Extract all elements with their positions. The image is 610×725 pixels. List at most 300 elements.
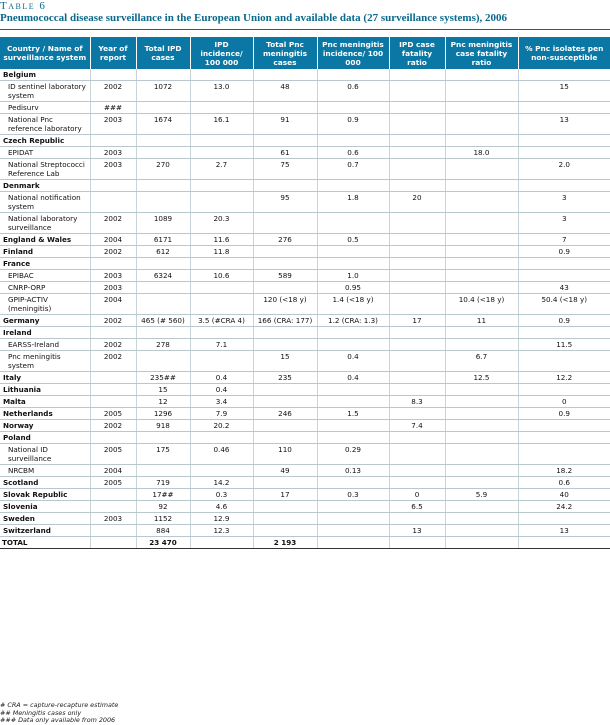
country-row: [0, 234, 610, 246]
column-header: Pnc meningitis incidence/ 100 000: [317, 37, 389, 69]
table-cell: 7.4: [389, 420, 445, 432]
table-cell: [90, 384, 136, 396]
table-cell: 23 470: [136, 537, 190, 549]
table-cell: 18.2: [518, 465, 610, 477]
table-cell: [253, 384, 317, 396]
table-cell: [389, 513, 445, 525]
header-row: [0, 37, 610, 69]
table-cell: [445, 258, 518, 270]
table-cell: [190, 69, 253, 81]
table-cell: [445, 135, 518, 147]
table-cell: [317, 525, 389, 537]
table-cell: 2004: [90, 234, 136, 246]
table-cell: [445, 270, 518, 282]
table-cell: 0.9: [518, 246, 610, 258]
table-cell: [445, 234, 518, 246]
country-row: [0, 420, 610, 432]
table-cell: 175: [136, 444, 190, 465]
table-cell: 0.13: [317, 465, 389, 477]
table-cell: 278: [136, 339, 190, 351]
table-cell: [136, 465, 190, 477]
table-cell: 3.5 (#CRA 4): [190, 315, 253, 327]
table-cell: [317, 102, 389, 114]
table-cell: 0.3: [190, 489, 253, 501]
row-label: Ireland: [0, 327, 90, 339]
table-cell: [253, 513, 317, 525]
table-cell: 0.5: [317, 234, 389, 246]
table-cell: 12.5: [445, 372, 518, 384]
table-cell: 5.9: [445, 489, 518, 501]
table-cell: 3: [518, 213, 610, 234]
table-cell: 1.2 (CRA: 1.3): [317, 315, 389, 327]
table-header: [0, 37, 610, 69]
row-label: Finland: [0, 246, 90, 258]
table-cell: 2003: [90, 270, 136, 282]
row-label: Slovak Republic: [0, 489, 90, 501]
table-cell: [389, 327, 445, 339]
row-label: England & Wales: [0, 234, 90, 246]
table-cell: 884: [136, 525, 190, 537]
table-cell: [90, 537, 136, 549]
system-row: [0, 159, 610, 180]
table-cell: 2.7: [190, 159, 253, 180]
table-cell: [389, 339, 445, 351]
table-cell: [445, 420, 518, 432]
table-cell: [389, 114, 445, 135]
table-cell: 10.6: [190, 270, 253, 282]
table-cell: 6.7: [445, 351, 518, 372]
table-cell: 235##: [136, 372, 190, 384]
table-cell: [445, 384, 518, 396]
system-row: [0, 114, 610, 135]
table-cell: [317, 213, 389, 234]
table-cell: [518, 180, 610, 192]
table-cell: [90, 501, 136, 513]
column-header: IPD incidence/ 100 000: [190, 37, 253, 69]
table-cell: 17: [253, 489, 317, 501]
table-cell: 2 193: [253, 537, 317, 549]
table-cell: 18.0: [445, 147, 518, 159]
table-cell: [445, 444, 518, 465]
system-row: [0, 147, 610, 159]
table-cell: [253, 213, 317, 234]
row-label: Switzerland: [0, 525, 90, 537]
table-cell: [90, 525, 136, 537]
system-row: [0, 213, 610, 234]
table-cell: [253, 102, 317, 114]
table-cell: [190, 180, 253, 192]
table-cell: 50.4 (<18 y): [518, 294, 610, 315]
table-cell: [253, 69, 317, 81]
table-cell: [518, 135, 610, 147]
country-row: [0, 513, 610, 525]
row-label: National ID surveillance: [0, 444, 90, 465]
row-label: Italy: [0, 372, 90, 384]
table-cell: [389, 372, 445, 384]
system-row: [0, 339, 610, 351]
table-cell: 20.2: [190, 420, 253, 432]
table-cell: [136, 351, 190, 372]
table-cell: [518, 432, 610, 444]
table-cell: 12.9: [190, 513, 253, 525]
table-cell: 17##: [136, 489, 190, 501]
table-cell: [317, 180, 389, 192]
table-cell: 3.4: [190, 396, 253, 408]
table-cell: [136, 69, 190, 81]
table-cell: [90, 69, 136, 81]
table-cell: [253, 477, 317, 489]
table-cell: 2004: [90, 294, 136, 315]
table-cell: [445, 246, 518, 258]
table-cell: 0.4: [190, 384, 253, 396]
table-cell: [190, 258, 253, 270]
country-row: [0, 69, 610, 81]
table-cell: [90, 432, 136, 444]
table-cell: [445, 180, 518, 192]
table-cell: 612: [136, 246, 190, 258]
table-cell: [445, 525, 518, 537]
table-cell: [136, 147, 190, 159]
system-row: [0, 351, 610, 372]
footnote: # CRA = capture-recapture estimate: [0, 701, 119, 709]
table-cell: [90, 372, 136, 384]
country-row: [0, 372, 610, 384]
total-row: [0, 537, 610, 549]
table-cell: 40: [518, 489, 610, 501]
country-row: [0, 315, 610, 327]
table-cell: 276: [253, 234, 317, 246]
table-cell: [317, 69, 389, 81]
table-cell: [190, 537, 253, 549]
table-cell: 719: [136, 477, 190, 489]
table-cell: [317, 432, 389, 444]
table-cell: 16.1: [190, 114, 253, 135]
table-cell: 61: [253, 147, 317, 159]
table-cell: [136, 102, 190, 114]
table-cell: [317, 339, 389, 351]
table-cell: [518, 69, 610, 81]
row-label: ID sentinel laboratory system: [0, 81, 90, 102]
table-cell: 2003: [90, 147, 136, 159]
table-cell: [445, 408, 518, 420]
table-cell: 2003: [90, 159, 136, 180]
table-cell: [389, 180, 445, 192]
table-body: [0, 69, 610, 549]
row-label: National Streptococci Reference Lab: [0, 159, 90, 180]
table-cell: 2002: [90, 420, 136, 432]
table-cell: [445, 81, 518, 102]
table-cell: [253, 525, 317, 537]
table-cell: 1152: [136, 513, 190, 525]
table-cell: 2.0: [518, 159, 610, 180]
system-row: [0, 294, 610, 315]
table-cell: 1089: [136, 213, 190, 234]
table-cell: [389, 465, 445, 477]
country-row: [0, 180, 610, 192]
system-row: [0, 465, 610, 477]
row-label: EPIBAC: [0, 270, 90, 282]
table-cell: 1.5: [317, 408, 389, 420]
row-label: Poland: [0, 432, 90, 444]
table-cell: [317, 477, 389, 489]
table-cell: [518, 384, 610, 396]
table-cell: [518, 351, 610, 372]
table-cell: 1.8: [317, 192, 389, 213]
row-label: Czech Republic: [0, 135, 90, 147]
table-cell: [389, 294, 445, 315]
table-cell: [518, 537, 610, 549]
row-label: National laboratory surveillance: [0, 213, 90, 234]
table-cell: [253, 246, 317, 258]
table-cell: 91: [253, 114, 317, 135]
table-cell: 2002: [90, 213, 136, 234]
table-cell: 2002: [90, 315, 136, 327]
table-cell: [136, 282, 190, 294]
table-cell: [389, 135, 445, 147]
table-cell: [445, 465, 518, 477]
table-cell: [518, 513, 610, 525]
table-cell: [389, 444, 445, 465]
table-title: Pneumococcal disease surveillance in the European Union and available data (27 surveillance systems), 2006: [0, 12, 508, 24]
table-cell: [90, 396, 136, 408]
table-cell: [445, 282, 518, 294]
column-header: Total IPD cases: [136, 37, 190, 69]
table-cell: [389, 282, 445, 294]
footnotes: [0, 702, 610, 725]
country-row: [0, 477, 610, 489]
table-cell: 7: [518, 234, 610, 246]
table-cell: [90, 180, 136, 192]
table-cell: 166 (CRA: 177): [253, 315, 317, 327]
table-cell: [253, 135, 317, 147]
country-row: [0, 432, 610, 444]
table-cell: [317, 246, 389, 258]
row-label: Norway: [0, 420, 90, 432]
country-row: [0, 327, 610, 339]
column-header: Country / Name of surveillance system: [0, 37, 90, 69]
table-cell: 0.29: [317, 444, 389, 465]
table-cell: [389, 102, 445, 114]
table-cell: [445, 69, 518, 81]
table-cell: [317, 258, 389, 270]
row-label: Pedisurv: [0, 102, 90, 114]
table-cell: 20.3: [190, 213, 253, 234]
table-cell: 2005: [90, 444, 136, 465]
table-cell: [445, 477, 518, 489]
system-row: [0, 192, 610, 213]
table-cell: 0.6: [518, 477, 610, 489]
table-cell: [317, 501, 389, 513]
table-cell: 0.7: [317, 159, 389, 180]
row-label: NRCBM: [0, 465, 90, 477]
table-cell: 1674: [136, 114, 190, 135]
row-label: Scotland: [0, 477, 90, 489]
table-cell: [253, 339, 317, 351]
table-cell: 0.9: [518, 315, 610, 327]
table-cell: [389, 351, 445, 372]
table-cell: 11.8: [190, 246, 253, 258]
table-cell: [253, 501, 317, 513]
table-number: Table 6: [0, 0, 47, 12]
table-cell: 15: [518, 81, 610, 102]
table-cell: 2003: [90, 282, 136, 294]
table-cell: [518, 444, 610, 465]
table-cell: [445, 339, 518, 351]
table-cell: [389, 81, 445, 102]
table-cell: 1296: [136, 408, 190, 420]
table-cell: [389, 477, 445, 489]
table-cell: 0: [518, 396, 610, 408]
table-cell: 2005: [90, 477, 136, 489]
table-cell: [136, 327, 190, 339]
country-row: [0, 396, 610, 408]
table-cell: [518, 420, 610, 432]
table-cell: 12: [136, 396, 190, 408]
table-cell: [445, 213, 518, 234]
table-cell: [90, 258, 136, 270]
table-cell: [389, 537, 445, 549]
table-cell: 0.3: [317, 489, 389, 501]
title-rule: [0, 29, 610, 30]
table-cell: 11: [445, 315, 518, 327]
country-row: [0, 408, 610, 420]
row-label: France: [0, 258, 90, 270]
table-cell: [136, 294, 190, 315]
table-cell: 0: [389, 489, 445, 501]
table-cell: 0.9: [518, 408, 610, 420]
system-row: [0, 102, 610, 114]
country-row: [0, 501, 610, 513]
table-cell: [253, 327, 317, 339]
table-cell: [389, 432, 445, 444]
table-cell: 3: [518, 192, 610, 213]
table-cell: ###: [90, 102, 136, 114]
table-cell: 43: [518, 282, 610, 294]
table-cell: [136, 258, 190, 270]
table-cell: [317, 327, 389, 339]
table-cell: [445, 102, 518, 114]
table-cell: [389, 270, 445, 282]
table-cell: [190, 102, 253, 114]
table-cell: 0.4: [317, 372, 389, 384]
table-cell: [136, 432, 190, 444]
country-row: [0, 135, 610, 147]
column-header: % Pnc isolates pen non-susceptible: [518, 37, 610, 69]
row-label: Pnc meningitis system: [0, 351, 90, 372]
row-label: Slovenia: [0, 501, 90, 513]
system-row: [0, 282, 610, 294]
row-label: TOTAL: [0, 537, 90, 549]
footnote: ### Data only available from 2006: [0, 716, 116, 725]
row-label: EARSS-Ireland: [0, 339, 90, 351]
table-cell: [90, 135, 136, 147]
table-cell: [445, 501, 518, 513]
table-cell: [389, 246, 445, 258]
table-cell: [317, 420, 389, 432]
table-cell: [445, 192, 518, 213]
table-cell: 6.5: [389, 501, 445, 513]
table-cell: [317, 513, 389, 525]
system-row: [0, 81, 610, 102]
row-label: Denmark: [0, 180, 90, 192]
table-cell: [253, 258, 317, 270]
table-cell: 92: [136, 501, 190, 513]
table-cell: [389, 147, 445, 159]
table-cell: [136, 135, 190, 147]
country-row: [0, 525, 610, 537]
table-cell: [389, 234, 445, 246]
table-cell: 49: [253, 465, 317, 477]
table-cell: 1072: [136, 81, 190, 102]
table-cell: [445, 159, 518, 180]
table-cell: [253, 180, 317, 192]
table-cell: 2002: [90, 339, 136, 351]
table-cell: 918: [136, 420, 190, 432]
table-cell: [317, 537, 389, 549]
column-header: Total Pnc meningitis cases: [253, 37, 317, 69]
table-cell: [317, 135, 389, 147]
table-cell: 465 (# 560): [136, 315, 190, 327]
table-cell: 2002: [90, 81, 136, 102]
row-label: Lithuania: [0, 384, 90, 396]
row-label: Belgium: [0, 69, 90, 81]
table-cell: 17: [389, 315, 445, 327]
table-cell: [445, 396, 518, 408]
table-cell: 2002: [90, 351, 136, 372]
table-cell: 2004: [90, 465, 136, 477]
table-cell: [317, 384, 389, 396]
country-row: [0, 489, 610, 501]
surveillance-table: [0, 37, 610, 549]
row-label: CNRP-ORP: [0, 282, 90, 294]
column-header: IPD case fatality ratio: [389, 37, 445, 69]
table-cell: 13.0: [190, 81, 253, 102]
table-cell: [90, 192, 136, 213]
table-cell: 13: [518, 525, 610, 537]
table-cell: [389, 69, 445, 81]
table-cell: 95: [253, 192, 317, 213]
table-cell: [253, 432, 317, 444]
country-row: [0, 258, 610, 270]
table-cell: [389, 408, 445, 420]
table-cell: 20: [389, 192, 445, 213]
table-cell: [136, 192, 190, 213]
table-cell: 6324: [136, 270, 190, 282]
row-label: National Pnc reference laboratory: [0, 114, 90, 135]
system-row: [0, 444, 610, 465]
table-cell: [190, 192, 253, 213]
table-cell: [90, 489, 136, 501]
table-cell: 15: [253, 351, 317, 372]
table-cell: [190, 465, 253, 477]
table-cell: [190, 294, 253, 315]
table-cell: 0.95: [317, 282, 389, 294]
table-cell: 13: [389, 525, 445, 537]
table-cell: 1.4 (<18 y): [317, 294, 389, 315]
column-header: Year of report: [90, 37, 136, 69]
table-cell: [190, 351, 253, 372]
table-cell: 12.2: [518, 372, 610, 384]
table-cell: [518, 147, 610, 159]
table-cell: 4.6: [190, 501, 253, 513]
table-cell: 13: [518, 114, 610, 135]
table-cell: [389, 384, 445, 396]
table-cell: 12.3: [190, 525, 253, 537]
table-cell: [518, 327, 610, 339]
table-cell: [389, 159, 445, 180]
table-cell: 110: [253, 444, 317, 465]
table-cell: 0.46: [190, 444, 253, 465]
